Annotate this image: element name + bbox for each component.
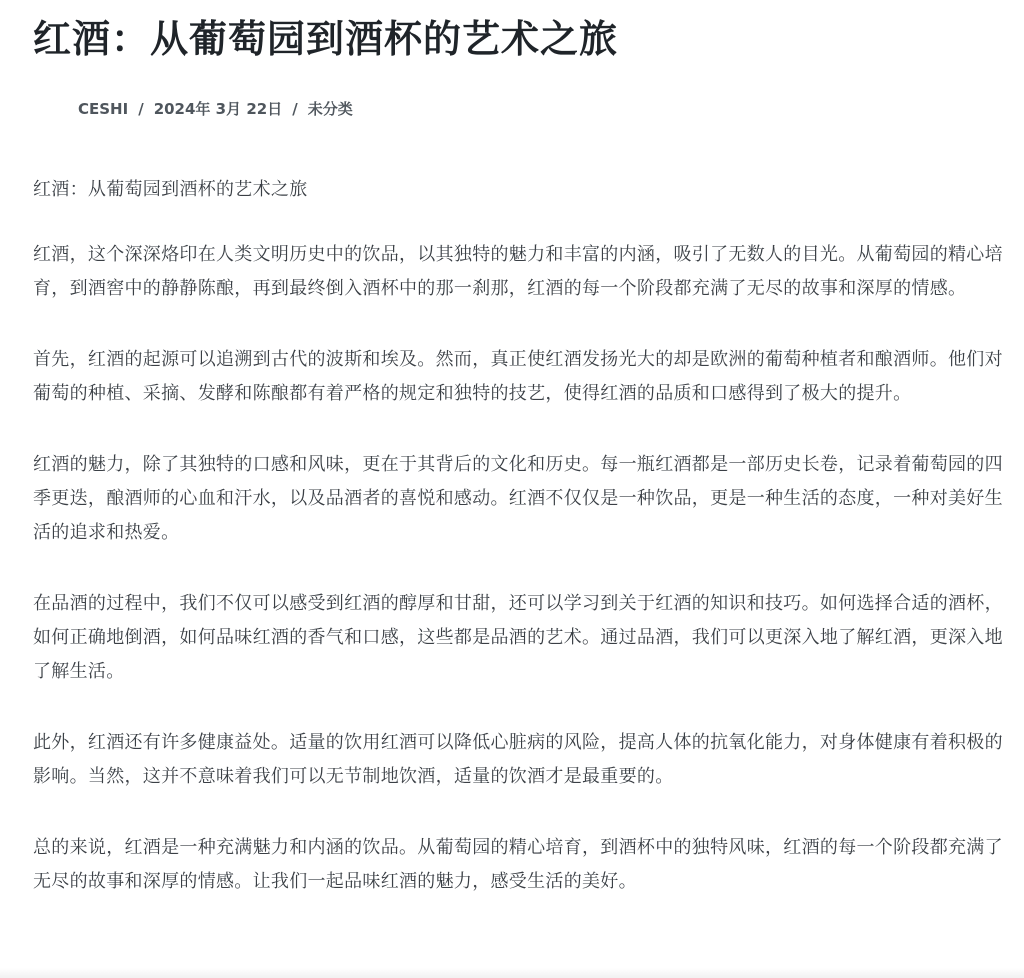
author-link[interactable]: CESHI [78,100,129,118]
bottom-fade [0,968,1024,978]
paragraph: 在品酒的过程中，我们不仅可以感受到红酒的醇厚和甘甜，还可以学习到关于红酒的知识和技巧。如何选择合适的酒杯，如何正确地倒酒，如何品味红酒的香气和口感，这些都是品酒的艺术。通过品酒，我们可以更深入地了解红酒，更深入地了解生活。 [33,593,1003,682]
paragraph-subtitle: 红酒：从葡萄园到酒杯的艺术之旅 [33,179,308,200]
article-title: 红酒：从葡萄园到酒杯的艺术之旅 [33,17,619,61]
paragraph: 红酒的魅力，除了其独特的口感和风味，更在于其背后的文化和历史。每一瓶红酒都是一部历史长卷，记录着葡萄园的四季更迭，酿酒师的心血和汗水，以及品酒者的喜悦和感动。红酒不仅仅是一种饮品，更是一种生活的态度，一种对美好生活的追求和热爱。 [33,454,1003,543]
category-link[interactable]: 未分类 [307,100,353,118]
article-content [33,173,1004,899]
paragraph: 红酒，这个深深烙印在人类文明历史中的饮品，以其独特的魅力和丰富的内涵，吸引了无数人的目光。从葡萄园的精心培育，到酒窖中的静静陈酿，再到最终倒入酒杯中的那一刹那，红酒的每一个阶段都充满了无尽的故事和深厚的情感。 [33,244,1003,299]
paragraph: 首先，红酒的起源可以追溯到古代的波斯和埃及。然而，真正使红酒发扬光大的却是欧洲的葡萄种植者和酿酒师。他们对葡萄的种植、采摘、发酵和陈酿都有着严格的规定和独特的技艺，使得红酒的品质和口感得到了极大的提升。 [33,349,1003,404]
post-date[interactable]: 2024年 3月 22日 [153,100,283,118]
paragraph: 此外，红酒还有许多健康益处。适量的饮用红酒可以降低心脏病的风险，提高人体的抗氧化能力，对身体健康有着积极的影响。当然，这并不意味着我们可以无节制地饮酒，适量的饮酒才是最重要的。 [33,732,1003,787]
post-meta [33,98,1004,120]
meta-separator: / [292,100,298,118]
paragraph: 总的来说，红酒是一种充满魅力和内涵的饮品。从葡萄园的精心培育，到酒杯中的独特风味，红酒的每一个阶段都充满了无尽的故事和深厚的情感。让我们一起品味红酒的魅力，感受生活的美好。 [33,837,1003,892]
meta-separator: / [138,100,144,118]
